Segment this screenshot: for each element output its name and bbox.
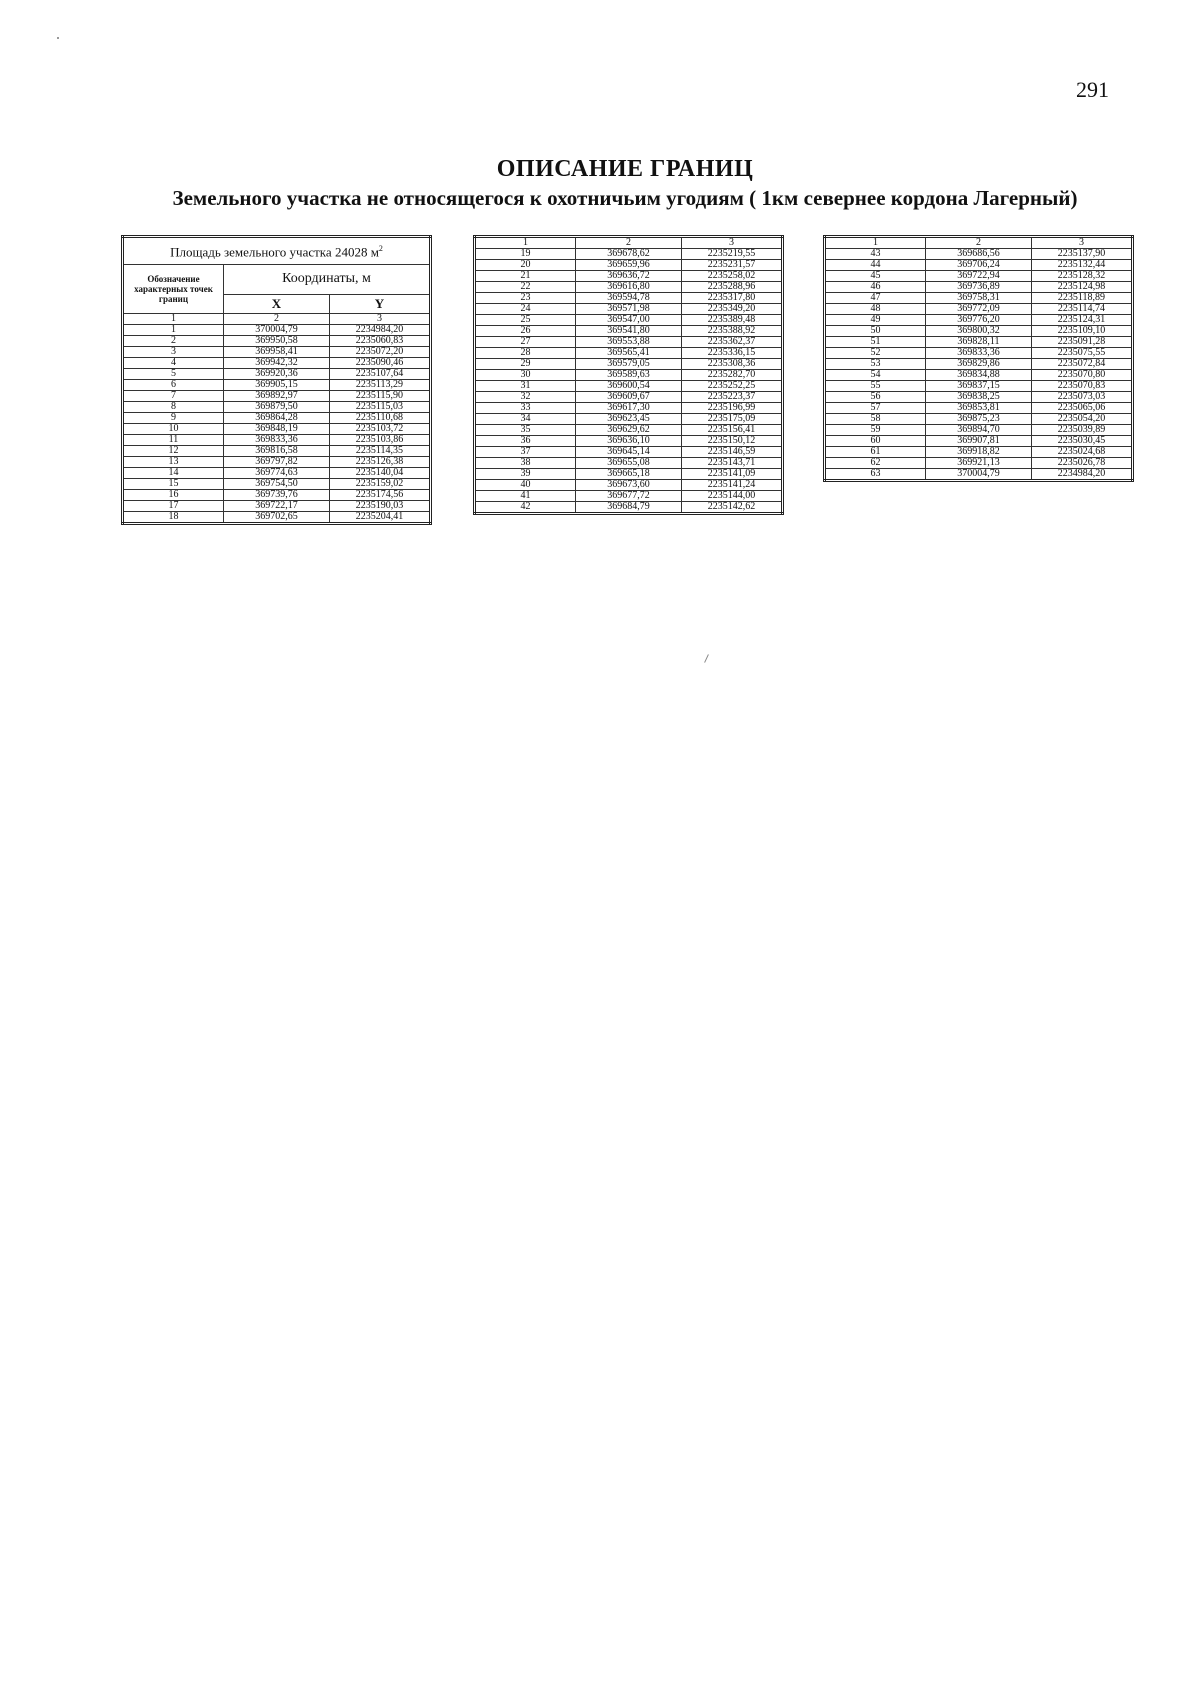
y-coordinate-cell: 2235124,98 <box>1032 282 1133 293</box>
table-row <box>825 403 1133 414</box>
x-coordinate-cell: 369918,82 <box>925 447 1031 458</box>
point-number-cell: 47 <box>825 293 926 304</box>
y-coordinate-cell: 2235362,37 <box>682 337 783 348</box>
table-row <box>825 282 1133 293</box>
table-row <box>475 502 783 514</box>
y-coordinate-cell: 2235070,83 <box>1032 381 1133 392</box>
table-row <box>475 491 783 502</box>
x-coordinate-cell: 369616,80 <box>575 282 681 293</box>
x-coordinate-cell: 369800,32 <box>925 326 1031 337</box>
y-coordinate-cell: 2235115,90 <box>330 391 431 402</box>
x-coordinate-cell: 369834,88 <box>925 370 1031 381</box>
point-number-cell: 20 <box>475 260 576 271</box>
y-coordinate-cell: 2235223,37 <box>682 392 783 403</box>
table-row <box>123 479 431 490</box>
y-coordinate-cell: 2235389,48 <box>682 315 783 326</box>
y-coordinate-cell: 2235114,74 <box>1032 304 1133 315</box>
y-coordinate-cell: 2235126,38 <box>330 457 431 468</box>
y-coordinate-cell: 2235144,00 <box>682 491 783 502</box>
point-number-cell: 60 <box>825 436 926 447</box>
column-number: 3 <box>682 237 783 249</box>
y-header: Y <box>330 294 431 313</box>
y-coordinate-cell: 2235128,32 <box>1032 271 1133 282</box>
x-coordinate-cell: 369921,13 <box>925 458 1031 469</box>
point-number-cell: 61 <box>825 447 926 458</box>
y-coordinate-cell: 2235115,03 <box>330 402 431 413</box>
x-coordinate-cell: 369892,97 <box>223 391 329 402</box>
x-coordinate-cell: 369589,63 <box>575 370 681 381</box>
x-coordinate-cell: 369772,09 <box>925 304 1031 315</box>
point-number-cell: 10 <box>123 424 224 435</box>
coordinates-header: Координаты, м <box>223 265 430 295</box>
y-coordinate-cell: 2235190,03 <box>330 501 431 512</box>
point-number-cell: 35 <box>475 425 576 436</box>
x-coordinate-cell: 369659,96 <box>575 260 681 271</box>
y-coordinate-cell: 2235060,83 <box>330 336 431 347</box>
table-row <box>475 381 783 392</box>
point-number-cell: 3 <box>123 347 224 358</box>
column-number: 1 <box>123 314 224 325</box>
point-number-cell: 39 <box>475 469 576 480</box>
table-row <box>123 358 431 369</box>
area-unit-superscript: 2 <box>378 244 383 254</box>
table-row <box>825 271 1133 282</box>
x-coordinate-cell: 369774,63 <box>223 468 329 479</box>
point-number-cell: 30 <box>475 370 576 381</box>
point-number-cell: 34 <box>475 414 576 425</box>
point-number-cell: 27 <box>475 337 576 348</box>
table-row <box>825 414 1133 425</box>
table-row <box>123 457 431 468</box>
y-coordinate-cell: 2235030,45 <box>1032 436 1133 447</box>
x-coordinate-cell: 369920,36 <box>223 369 329 380</box>
point-number-cell: 5 <box>123 369 224 380</box>
x-coordinate-cell: 369833,36 <box>223 435 329 446</box>
x-coordinate-cell: 369838,25 <box>925 392 1031 403</box>
x-coordinate-cell: 369678,62 <box>575 249 681 260</box>
point-number-cell: 46 <box>825 282 926 293</box>
area-row <box>123 237 431 265</box>
table-row <box>123 468 431 479</box>
coordinates-table-left <box>121 235 432 525</box>
table-row <box>825 326 1133 337</box>
point-number-cell: 57 <box>825 403 926 414</box>
table-row <box>825 304 1133 315</box>
x-coordinate-cell: 369722,17 <box>223 501 329 512</box>
point-number-cell: 38 <box>475 458 576 469</box>
table-row <box>123 369 431 380</box>
x-coordinate-cell: 369776,20 <box>925 315 1031 326</box>
table-row <box>475 260 783 271</box>
table-row <box>475 348 783 359</box>
y-coordinate-cell: 2235107,64 <box>330 369 431 380</box>
x-coordinate-cell: 369848,19 <box>223 424 329 435</box>
column-number: 3 <box>330 314 431 325</box>
point-number-cell: 37 <box>475 447 576 458</box>
table-row <box>475 249 783 260</box>
point-number-cell: 4 <box>123 358 224 369</box>
table-row <box>475 403 783 414</box>
x-coordinate-cell: 369665,18 <box>575 469 681 480</box>
y-coordinate-cell: 2235336,15 <box>682 348 783 359</box>
point-number-cell: 36 <box>475 436 576 447</box>
y-coordinate-cell: 2235288,96 <box>682 282 783 293</box>
x-coordinate-cell: 369673,60 <box>575 480 681 491</box>
table-row <box>825 249 1133 260</box>
point-number-cell: 2 <box>123 336 224 347</box>
y-coordinate-cell: 2235103,86 <box>330 435 431 446</box>
point-number-cell: 26 <box>475 326 576 337</box>
y-coordinate-cell: 2235072,84 <box>1032 359 1133 370</box>
x-coordinate-cell: 369623,45 <box>575 414 681 425</box>
y-coordinate-cell: 2235317,80 <box>682 293 783 304</box>
x-coordinate-cell: 369645,14 <box>575 447 681 458</box>
table-row <box>475 282 783 293</box>
point-number-cell: 14 <box>123 468 224 479</box>
x-coordinate-cell: 369894,70 <box>925 425 1031 436</box>
table-row <box>825 425 1133 436</box>
table-row <box>123 435 431 446</box>
table-row <box>123 446 431 457</box>
y-coordinate-cell: 2235258,02 <box>682 271 783 282</box>
y-coordinate-cell: 2235090,46 <box>330 358 431 369</box>
x-coordinate-cell: 369907,81 <box>925 436 1031 447</box>
table-row <box>475 337 783 348</box>
table-row <box>475 359 783 370</box>
y-coordinate-cell: 2235150,12 <box>682 436 783 447</box>
table-row <box>475 271 783 282</box>
x-coordinate-cell: 369833,36 <box>925 348 1031 359</box>
table-row <box>123 391 431 402</box>
x-coordinate-cell: 369758,31 <box>925 293 1031 304</box>
y-coordinate-cell: 2235026,78 <box>1032 458 1133 469</box>
page-number: 291 <box>1076 77 1109 102</box>
y-coordinate-cell: 2235219,55 <box>682 249 783 260</box>
x-coordinate-cell: 369816,58 <box>223 446 329 457</box>
point-number-cell: 44 <box>825 260 926 271</box>
x-coordinate-cell: 369684,79 <box>575 502 681 514</box>
x-coordinate-cell: 369722,94 <box>925 271 1031 282</box>
table-row <box>825 337 1133 348</box>
point-number-cell: 32 <box>475 392 576 403</box>
point-number-cell: 8 <box>123 402 224 413</box>
point-number-cell: 59 <box>825 425 926 436</box>
x-coordinate-cell: 369636,10 <box>575 436 681 447</box>
table-row <box>123 512 431 524</box>
y-coordinate-cell: 2235132,44 <box>1032 260 1133 271</box>
x-coordinate-cell: 369553,88 <box>575 337 681 348</box>
point-number-cell: 18 <box>123 512 224 524</box>
x-coordinate-cell: 369739,76 <box>223 490 329 501</box>
table-row <box>475 392 783 403</box>
y-coordinate-cell: 2235140,04 <box>330 468 431 479</box>
table-row <box>123 501 431 512</box>
y-coordinate-cell: 2235282,70 <box>682 370 783 381</box>
point-number-cell: 31 <box>475 381 576 392</box>
header-row <box>123 265 431 295</box>
table-row <box>825 315 1133 326</box>
column-number: 2 <box>575 237 681 249</box>
point-number-cell: 56 <box>825 392 926 403</box>
point-number-cell: 54 <box>825 370 926 381</box>
x-coordinate-cell: 369950,58 <box>223 336 329 347</box>
x-coordinate-cell: 369677,72 <box>575 491 681 502</box>
point-number-cell: 33 <box>475 403 576 414</box>
document-subtitle: Земельного участка не относящегося к охотничьим угодиям ( 1км севернее кордона Лагерный) <box>172 186 1078 210</box>
point-number-cell: 42 <box>475 502 576 514</box>
y-coordinate-cell: 2235204,41 <box>330 512 431 524</box>
y-coordinate-cell: 2235252,25 <box>682 381 783 392</box>
x-coordinate-cell: 369609,67 <box>575 392 681 403</box>
point-number-cell: 49 <box>825 315 926 326</box>
y-coordinate-cell: 2235075,55 <box>1032 348 1133 359</box>
x-coordinate-cell: 369579,05 <box>575 359 681 370</box>
y-coordinate-cell: 2235174,56 <box>330 490 431 501</box>
point-number-cell: 51 <box>825 337 926 348</box>
point-number-cell: 23 <box>475 293 576 304</box>
table-row <box>475 447 783 458</box>
table-row <box>123 490 431 501</box>
table-row <box>123 402 431 413</box>
y-coordinate-cell: 2235156,41 <box>682 425 783 436</box>
y-coordinate-cell: 2235142,62 <box>682 502 783 514</box>
point-number-cell: 13 <box>123 457 224 468</box>
y-coordinate-cell: 2235114,35 <box>330 446 431 457</box>
y-coordinate-cell: 2235113,29 <box>330 380 431 391</box>
x-coordinate-cell: 369565,41 <box>575 348 681 359</box>
point-number-cell: 53 <box>825 359 926 370</box>
x-coordinate-cell: 369617,30 <box>575 403 681 414</box>
point-number-cell: 1 <box>123 325 224 336</box>
x-coordinate-cell: 369636,72 <box>575 271 681 282</box>
x-coordinate-cell: 369837,15 <box>925 381 1031 392</box>
table-row <box>825 458 1133 469</box>
scan-mark <box>704 654 709 663</box>
point-number-cell: 12 <box>123 446 224 457</box>
x-coordinate-cell: 369655,08 <box>575 458 681 469</box>
y-coordinate-cell: 2234984,20 <box>1032 469 1133 481</box>
table-row <box>123 336 431 347</box>
table-row <box>825 370 1133 381</box>
column-number-row <box>123 314 431 325</box>
point-number-cell: 22 <box>475 282 576 293</box>
point-number-cell: 58 <box>825 414 926 425</box>
coordinates-table-middle <box>473 235 784 515</box>
x-coordinate-cell: 369829,86 <box>925 359 1031 370</box>
x-coordinate-cell: 370004,79 <box>925 469 1031 481</box>
x-coordinate-cell: 369828,11 <box>925 337 1031 348</box>
column-number: 2 <box>223 314 329 325</box>
column-number: 2 <box>925 237 1031 249</box>
x-coordinate-cell: 369571,98 <box>575 304 681 315</box>
point-number-cell: 62 <box>825 458 926 469</box>
designation-header: Обозначение характерных точек границ <box>123 265 224 314</box>
y-coordinate-cell: 2235072,20 <box>330 347 431 358</box>
table-row <box>475 326 783 337</box>
column-number: 3 <box>1032 237 1133 249</box>
x-coordinate-cell: 369797,82 <box>223 457 329 468</box>
x-coordinate-cell: 369958,41 <box>223 347 329 358</box>
point-number-cell: 50 <box>825 326 926 337</box>
table-row <box>475 414 783 425</box>
x-coordinate-cell: 369864,28 <box>223 413 329 424</box>
x-coordinate-cell: 369879,50 <box>223 402 329 413</box>
x-coordinate-cell: 369875,23 <box>925 414 1031 425</box>
y-coordinate-cell: 2235054,20 <box>1032 414 1133 425</box>
point-number-cell: 41 <box>475 491 576 502</box>
column-number-row <box>475 237 783 249</box>
x-coordinate-cell: 369754,50 <box>223 479 329 490</box>
y-coordinate-cell: 2235065,06 <box>1032 403 1133 414</box>
x-coordinate-cell: 369686,56 <box>925 249 1031 260</box>
y-coordinate-cell: 2235308,36 <box>682 359 783 370</box>
table-row <box>825 293 1133 304</box>
table-row <box>475 304 783 315</box>
point-number-cell: 6 <box>123 380 224 391</box>
coordinates-table-right <box>823 235 1134 482</box>
point-number-cell: 45 <box>825 271 926 282</box>
point-number-cell: 24 <box>475 304 576 315</box>
x-coordinate-cell: 369547,00 <box>575 315 681 326</box>
table-row <box>123 325 431 336</box>
y-coordinate-cell: 2235159,02 <box>330 479 431 490</box>
point-number-cell: 43 <box>825 249 926 260</box>
title-block <box>120 155 1130 212</box>
y-coordinate-cell: 2235146,59 <box>682 447 783 458</box>
column-number: 1 <box>825 237 926 249</box>
point-number-cell: 48 <box>825 304 926 315</box>
x-coordinate-cell: 369594,78 <box>575 293 681 304</box>
y-coordinate-cell: 2235349,20 <box>682 304 783 315</box>
table-row <box>123 347 431 358</box>
point-number-cell: 9 <box>123 413 224 424</box>
table-row <box>475 469 783 480</box>
table-row <box>825 392 1133 403</box>
table-row <box>825 469 1133 481</box>
table-row <box>475 458 783 469</box>
table-row <box>475 315 783 326</box>
y-coordinate-cell: 2235141,09 <box>682 469 783 480</box>
y-coordinate-cell: 2235175,09 <box>682 414 783 425</box>
y-coordinate-cell: 2235143,71 <box>682 458 783 469</box>
point-number-cell: 40 <box>475 480 576 491</box>
table-row <box>825 436 1133 447</box>
scan-speck <box>57 37 59 39</box>
point-number-cell: 63 <box>825 469 926 481</box>
y-coordinate-cell: 2235231,57 <box>682 260 783 271</box>
area-label: Площадь земельного участка 24028 м <box>170 244 379 260</box>
y-coordinate-cell: 2235137,90 <box>1032 249 1133 260</box>
table-row <box>123 424 431 435</box>
point-number-cell: 21 <box>475 271 576 282</box>
table-row <box>475 293 783 304</box>
x-coordinate-cell: 369702,65 <box>223 512 329 524</box>
point-number-cell: 25 <box>475 315 576 326</box>
x-coordinate-cell: 369706,24 <box>925 260 1031 271</box>
x-coordinate-cell: 369541,80 <box>575 326 681 337</box>
x-coordinate-cell: 369600,54 <box>575 381 681 392</box>
x-coordinate-cell: 369629,62 <box>575 425 681 436</box>
y-coordinate-cell: 2235141,24 <box>682 480 783 491</box>
x-coordinate-cell: 369853,81 <box>925 403 1031 414</box>
y-coordinate-cell: 2235091,28 <box>1032 337 1133 348</box>
table-row <box>825 447 1133 458</box>
y-coordinate-cell: 2235024,68 <box>1032 447 1133 458</box>
y-coordinate-cell: 2235073,03 <box>1032 392 1133 403</box>
y-coordinate-cell: 2235124,31 <box>1032 315 1133 326</box>
y-coordinate-cell: 2235109,10 <box>1032 326 1133 337</box>
y-coordinate-cell: 2235118,89 <box>1032 293 1133 304</box>
table-row <box>825 381 1133 392</box>
column-number: 1 <box>475 237 576 249</box>
x-coordinate-cell: 369942,32 <box>223 358 329 369</box>
point-number-cell: 19 <box>475 249 576 260</box>
x-coordinate-cell: 369905,15 <box>223 380 329 391</box>
y-coordinate-cell: 2235388,92 <box>682 326 783 337</box>
table-row <box>825 359 1133 370</box>
table-row <box>475 480 783 491</box>
y-coordinate-cell: 2235070,80 <box>1032 370 1133 381</box>
point-number-cell: 16 <box>123 490 224 501</box>
y-coordinate-cell: 2235196,99 <box>682 403 783 414</box>
table-row <box>123 380 431 391</box>
x-coordinate-cell: 370004,79 <box>223 325 329 336</box>
point-number-cell: 29 <box>475 359 576 370</box>
area-cell <box>123 237 431 265</box>
table-row <box>475 436 783 447</box>
point-number-cell: 15 <box>123 479 224 490</box>
table-row <box>475 370 783 381</box>
point-number-cell: 17 <box>123 501 224 512</box>
x-coordinate-cell: 369736,89 <box>925 282 1031 293</box>
y-coordinate-cell: 2234984,20 <box>330 325 431 336</box>
point-number-cell: 11 <box>123 435 224 446</box>
point-number-cell: 55 <box>825 381 926 392</box>
table-row <box>825 260 1133 271</box>
table-row <box>123 413 431 424</box>
point-number-cell: 7 <box>123 391 224 402</box>
y-coordinate-cell: 2235110,68 <box>330 413 431 424</box>
y-coordinate-cell: 2235103,72 <box>330 424 431 435</box>
document-title: ОПИСАНИЕ ГРАНИЦ <box>496 156 754 182</box>
point-number-cell: 28 <box>475 348 576 359</box>
point-number-cell: 52 <box>825 348 926 359</box>
y-coordinate-cell: 2235039,89 <box>1032 425 1133 436</box>
table-row <box>825 348 1133 359</box>
table-row <box>475 425 783 436</box>
column-number-row <box>825 237 1133 249</box>
x-header: X <box>223 294 329 313</box>
